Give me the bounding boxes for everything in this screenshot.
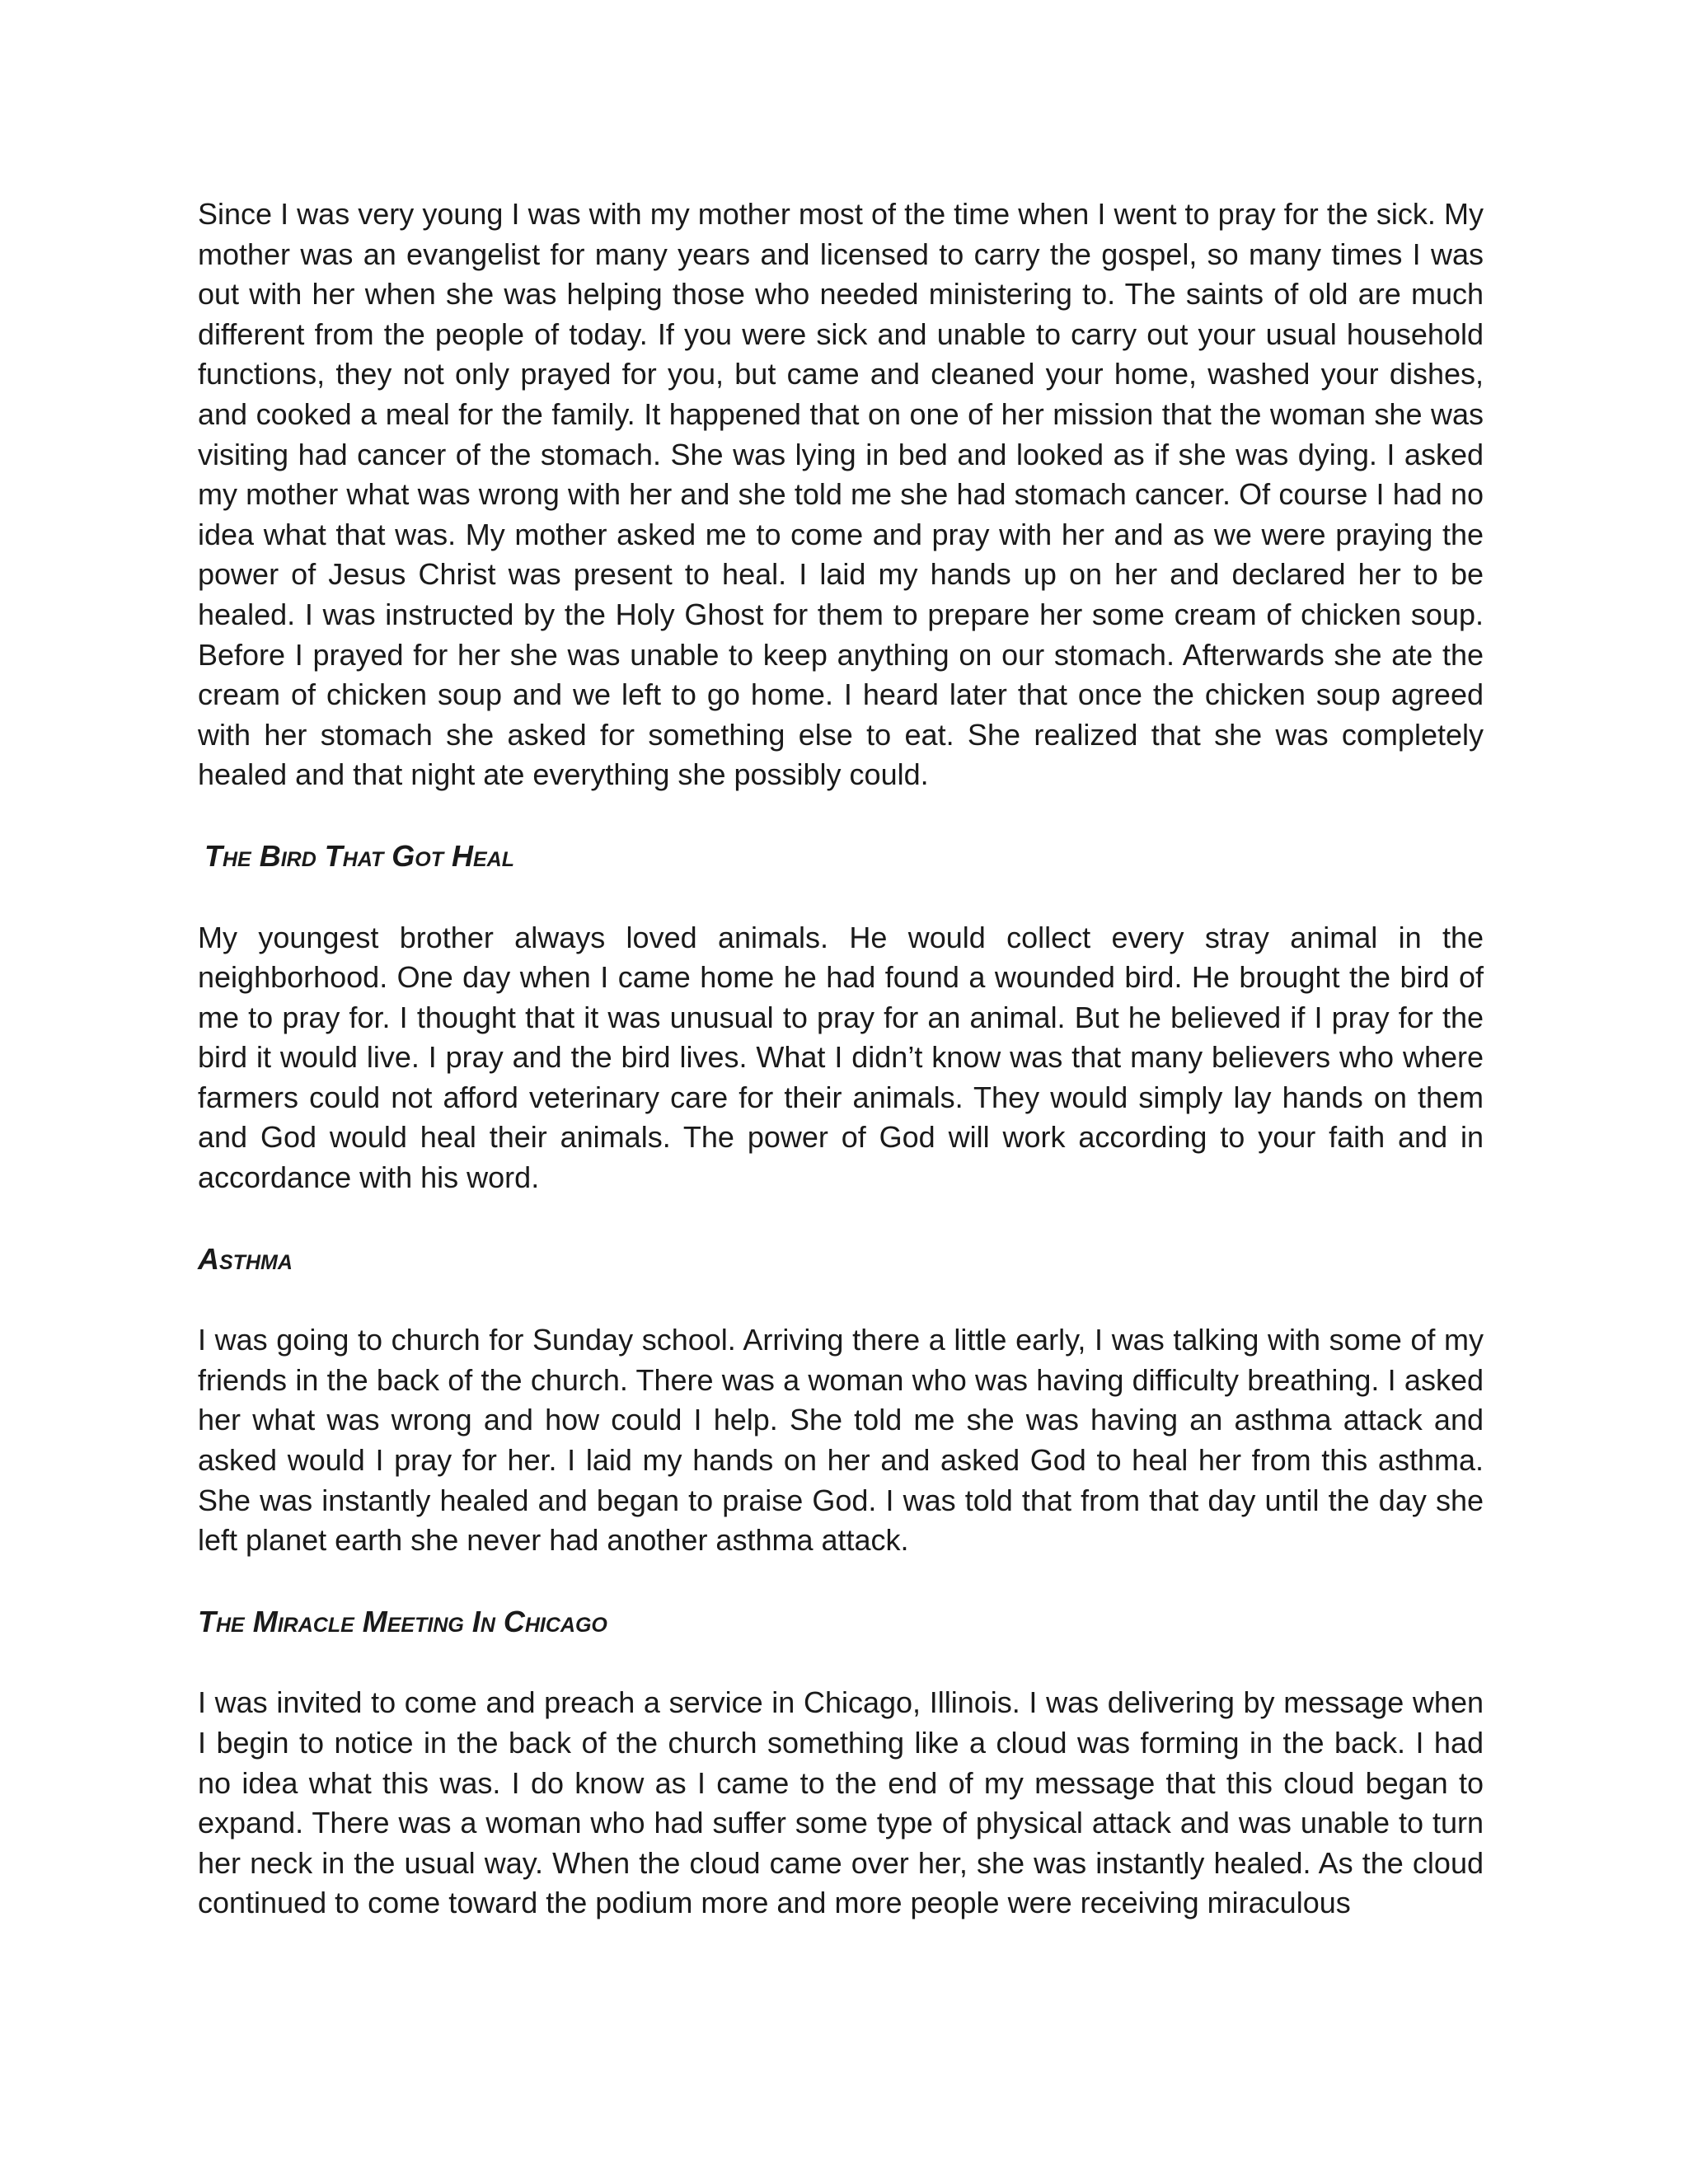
heading-asthma: Asthma [198,1241,293,1276]
heading-chicago-meeting: The Miracle Meeting In Chicago [198,1604,607,1638]
heading-bird-healed: The Bird That Got Heal [204,838,515,873]
document-page [198,194,1484,1924]
paragraph-bird: My youngest brother always loved animals. He would collect every stray animal in the neighborhood. One day when I came home he had found a wounded bird. He brought the bird of me to pray for. I thought that it was unusual to pray for an animal. But he believed if I pray for the bird it would live. I pray and the bird lives. What I didn’t know was that many believers who where farmers could not afford veterinary care for their animals. They would simply lay hands on them and God would heal their animals. The power of God will work according to your faith and in accordance with his word. [198,920,1484,1195]
paragraph-chicago: I was invited to come and preach a service in Chicago, Illinois. I was delivering by message when I begin to notice in the back of the church something like a cloud was forming in the back. I had no idea what this was. I do know as I came to the end of my message that this cloud began to expand. There was a woman who had suffer some type of physical attack and was unable to turn her neck in the usual way. When the cloud came over her, she was instantly healed. As the cloud continued to come toward the podium more and more people were receiving miraculous [198,1685,1484,1920]
paragraph-asthma: I was going to church for Sunday school. Arriving there a little early, I was talking with some of my friends in the back of the church. There was a woman who was having difficulty breathing. I asked her what was wrong and how could I help. She told me she was having an asthma attack and asked would I pray for her. I laid my hands on her and asked God to heal her from this asthma. She was instantly healed and began to praise God. I was told that from that day until the day she left planet earth she never had another asthma attack. [198,1323,1484,1558]
paragraph-stomach-cancer: Since I was very young I was with my mother most of the time when I went to pray for the sick. My mother was an evangelist for many years and licensed to carry the gospel, so many times I was out with her when she was helping those who needed ministering to. The saints of old are much different from the people of today. If you were sick and unable to carry out your usual household functions, they not only prayed for you, but came and cleaned your home, washed your dishes, and cooked a meal for the family. It happened that on one of her mission that the woman she was visiting had cancer of the stomach. She was lying in bed and looked as if she was dying. I asked my mother what was wrong with her and she told me she had stomach cancer. Of course I had no idea what that was. My mother asked me to come and pray with her and as we were praying the power of Jesus Christ was present to heal. I laid my hands up on her and declared her to be healed. I was instructed by the Holy Ghost for them to prepare her some cream of chicken soup. Before I prayed for her she was unable to keep anything on our stomach. Afterwards she ate the cream of chicken soup and we left to go home. I heard later that once the chicken soup agreed with her stomach she asked for something else to eat. She realized that she was completely healed and that night ate everything she possibly could. [198,197,1484,792]
